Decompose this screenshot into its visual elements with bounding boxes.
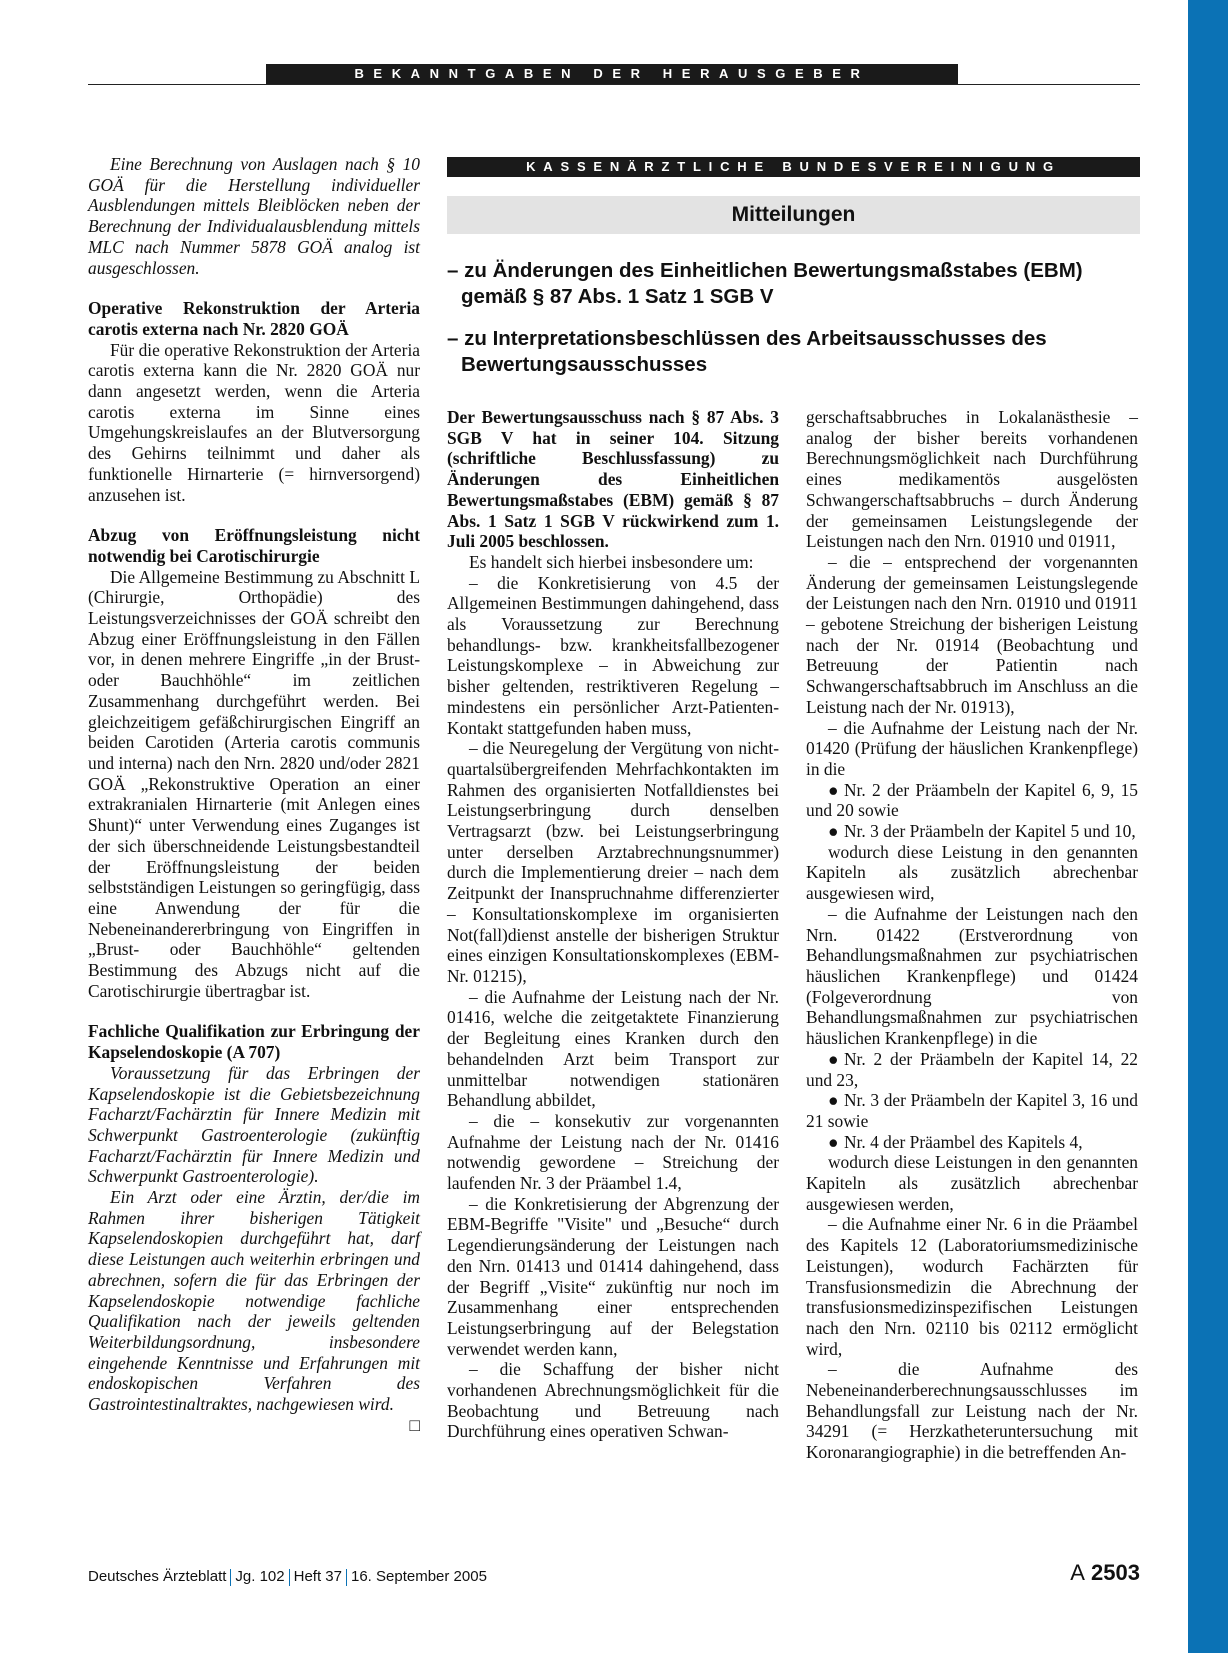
kbv-banner: KASSENÄRZTLICHE BUNDESVEREINIGUNG — [447, 157, 1140, 177]
page-prefix: A — [1070, 1560, 1085, 1585]
section-text-eroeffnung: Die Allgemeine Bestimmung zu Abschnitt L (Chirurgie, Orthopädie) des Leistungsverzeichnisses der GOÄ schreibt den Abzug einer Eröffnungsleistung in den Fällen vor, in denen mehrere Eingriffe „in der Brust- oder Bauchhöhle“ im zeitlichen Zusammenhang durchgeführt werden. Bei gleichzeitigem gefäßchirurgischen Eingriff an beiden Carotiden (Arteria carotis communis und interna) nach den Nrn. 2820 und/oder 2821 GOÄ „Rekonstruktive Operation an einer extrakranialen Hirnarterie (mit Anlegen eines Shunt)“ unter Verwendung eines Zuganges ist der sich überschneidende Leistungsbestandteil der Eröffnungsleistung der beiden selbstständigen Leistungen so geringfügig, dass eine Anwendung der für die Nebeneinandererbringung von Eingriffen in „Brust- oder Bauchhöhle“ geltenden Bestimmung des Abzugs nicht auf die Carotischirurgie übertragbar ist. — [88, 566, 420, 1001]
mitteilungen-title: Mitteilungen — [447, 196, 1140, 234]
mid-paragraph-6: – die Konkretisierung der Abgrenzung der EBM-Begriffe "Visite" und „Besuche“ durch Legendierungsänderung der Leistungen nach den Nrn. 01413 und 01414 dahingehend, dass der Begriff „Visite“ zukünftig nur noch im Zusammenhang einer entsprechenden Leistungserbringung auf der Belegstation verwendet werden kann, — [447, 1193, 779, 1359]
side-color-bar — [1188, 0, 1228, 1653]
bullet-item-5: ● Nr. 4 der Präambel des Kapitels 4, — [828, 1131, 1083, 1152]
page-number-value: 2503 — [1091, 1560, 1140, 1585]
page-number — [1070, 1560, 1140, 1586]
footer-issue: Heft 37 — [293, 1568, 342, 1585]
lead-paragraph: Der Bewertungsausschuss nach § 87 Abs. 3 SGB V hat in seiner 104. Sitzung (schriftliche Beschlussfassung) zu Änderungen des Einheitlichen Bewertungsmaßstabes (EBM) gemäß § 87 Abs. 1 Satz 1 SGB V rückwirkend zum 1. Juli 2005 beschlossen. — [447, 407, 779, 552]
bullet-item-2: ● Nr. 3 der Präambeln der Kapitel 5 und 10, — [828, 821, 1136, 842]
mid-paragraph-1: Es handelt sich hierbei insbesondere um: — [469, 551, 754, 572]
bullet-icon: ● — [828, 1131, 839, 1152]
mid-paragraph-7: – die Schaffung der bisher nicht vorhandenen Abrechnungsmöglichkeit für die Beobachtung und Betreuung nach Durchführung eines operativen Schwan- — [447, 1359, 779, 1442]
kbv-heading-interpretation: – zu Interpretationsbeschlüssen des Arbeitsausschusses des Bewertungsausschusses — [447, 327, 1047, 376]
bullet-item-4: ● Nr. 3 der Präambeln der Kapitel 3, 16 und 21 sowie — [806, 1090, 1138, 1131]
mid-paragraph-3: – die Neuregelung der Vergütung von nicht-quartalsübergreifenden Mehrfachkontakten im Rahmen des organisierten Notfalldienstes bei Leistungserbringung durch denselben Vertragsarzt (bzw. bei Leistungserbringung unter derselben Arztabrechnungsnummer) durch die Implementierung dreier – nach dem Zeitpunkt der Inanspruchnahme differenzierter – Konsultationskomplexe im organisierten Not(fall)dienst anstelle der bisherigen Struktur eines einzigen Konsultationskomplexes (EBM-Nr. 01215), — [447, 738, 779, 986]
bullet-item-3: ● Nr. 2 der Präambeln der Kapitel 14, 22 und 23, — [806, 1048, 1138, 1090]
left-intro: Eine Berechnung von Auslagen nach § 10 GOÄ für die Herstellung individueller Ausblendungen mittels Bleiblöcken neben der Berechnung der Individualausblendung mittels MLC nach Nummer 5878 GOÄ analog ist ausgeschlossen. — [88, 154, 420, 278]
mid-paragraph-5: – die – konsekutiv zur vorgenannten Aufnahme der Leistung nach der Nr. 01416 notwendig gewordene – Streichung der laufenden Nr. 3 der Präambel 1.4, — [447, 1110, 779, 1194]
section-heading-eroeffnung: Abzug von Eröffnungsleistung nicht notwendig bei Carotischirurgie — [88, 525, 420, 566]
right-paragraph-5: wodurch diese Leistungen in den genannten Kapiteln als zusätzlich abrechenbar ausgewiesen werden, — [806, 1152, 1138, 1214]
section-heading-carotis: Operative Rekonstruktion der Arteria carotis externa nach Nr. 2820 GOÄ — [88, 298, 420, 339]
mid-paragraph-4: – die Aufnahme der Leistung nach der Nr. 01416, welche die zeitgetaktete Finanzierung der Begleitung eines Kranken durch den behandelnden Arzt beim Transport zur unmittelbar notwendigen stationären Behandlung abbildet, — [447, 986, 779, 1111]
section-text-kapselendoskopie-2: Ein Arzt oder eine Ärztin, der/die im Rahmen ihrer bisherigen Tätigkeit Kapselendoskopien durchgeführt hat, darf diese Leistungen auch weiterhin erbringen und abrechnen, sofern die für das Erbringen der Kapselendoskopie notwendige fachliche Qualifikation nach der jeweils geltenden Weiterbildungsordnung, insbesondere eingehende Kenntnisse und Erfahrungen mit endoskopischen Verfahren des Gastrointestinaltraktes, nachgewiesen wird. — [88, 1187, 420, 1415]
bullet-icon: ● — [828, 821, 839, 842]
footer-separator — [289, 1569, 290, 1586]
section-heading-kapselendoskopie: Fachliche Qualifikation zur Erbringung der Kapselendoskopie (A 707) — [88, 1021, 420, 1063]
left-column — [88, 154, 420, 1435]
footer-separator — [346, 1569, 347, 1586]
right-column — [806, 407, 1138, 1463]
right-paragraph-6: – die Aufnahme einer Nr. 6 in die Präambel des Kapitels 12 (Laboratoriumsmedizinische Leistungen), wodurch Fachärzten für Transfusionsmedizin die Abrechnung der transfusionsmedizinspezifischen Leistungen nach den Nrn. 02110 bis 02112 ermöglicht wird, — [806, 1214, 1138, 1359]
footer-date: 16. September 2005 — [351, 1568, 487, 1585]
right-paragraph-7: – die Aufnahme des Nebeneinanderberechnungsausschlusses im Behandlungsfall zur Leistung nach der Nr. 34291 (= Herzkatheteruntersuchung mit Koronarangiographie) in die betreffenden An- — [806, 1359, 1138, 1463]
footer-citation — [88, 1568, 487, 1586]
kbv-headings — [447, 258, 1140, 394]
bullet-icon: ● — [828, 779, 839, 800]
right-paragraph-0: gerschaftsabbruches in Lokalanästhesie – analog der bisher bereits vorhandenen Berechnungsmöglichkeit nach Durchführung eines medikamentös ausgelösten Schwangerschaftsabbruchs – durch Änderung der gemeinsamen Leistungslegende der Leistungen nach den Nrn. 01910 und 01911, — [806, 407, 1138, 552]
section-text-kapselendoskopie-1: Voraussetzung für das Erbringen der Kapselendoskopie ist die Gebietsbezeichnung Facharzt/Fachärztin für Innere Medizin mit Schwerpunkt Gastroenterologie (zukünftig Facharzt/Fachärztin für Innere Medizin und Schwerpunkt Gastroenterologie). — [88, 1062, 420, 1187]
footer-volume: Jg. 102 — [235, 1568, 285, 1585]
header-rule — [88, 84, 1140, 85]
end-of-article-box-icon: □ — [409, 1414, 420, 1435]
right-paragraph-4: – die Aufnahme der Leistungen nach den Nrn. 01422 (Erstverordnung von Behandlungsmaßnahmen zur psychiatrischen häuslichen Krankenpflege) und 01424 (Folgeverordnung von Behandlungsmaßnahmen zur psychiatrischen häuslichen Krankenpflege) in die — [806, 903, 1138, 1049]
bullet-icon: ● — [828, 1090, 839, 1111]
right-paragraph-1: – die – entsprechend der vorgenannten Änderung der gemeinsamen Leistungslegende der Leistungen nach den Nrn. 01910 und 01911 – gebotene Streichung der bisherigen Leistung nach der Nr. 01914 (Beobachtung und Betreuung der Patientin nach Schwangerschaftsabbruch im Anschluss an die Leistung nach der Nr. 01913), — [806, 551, 1138, 717]
bullet-item-1: ● Nr. 2 der Präambeln der Kapitel 6, 9, 15 und 20 sowie — [806, 779, 1138, 821]
right-paragraph-3: wodurch diese Leistung in den genannten Kapiteln als zusätzlich abrechenbar ausgewiesen wird, — [806, 841, 1138, 904]
mid-paragraph-2: – die Konkretisierung von 4.5 der Allgemeinen Bestimmungen dahingehend, dass als Voraussetzung zur Berechnung behandlungs- bzw. krankheitsfallbezogener Leistungskomplexe – in Abweichung zur bisher geltenden, restriktiveren Regelung – mindestens ein persönlicher Arzt-Patienten-Kontakt stattgefunden haben muss, — [447, 572, 779, 738]
kbv-heading-ebm: – zu Änderungen des Einheitlichen Bewertungsmaßstabes (EBM) gemäß § 87 Abs. 1 Satz 1 SGB V — [447, 259, 1083, 308]
header-banner: BEKANNTGABEN DER HERAUSGEBER — [266, 64, 958, 84]
section-text-carotis: Für die operative Rekonstruktion der Arteria carotis externa kann die Nr. 2820 GOÄ nur dann angesetzt werden, wenn die Arteria carotis externa im Sinne eines Umgehungskreislaufes an der Blutversorgung des Gehirns teilnimmt und daher als funktionelle Hirnarterie (= hirnversorgend) anzusehen ist. — [88, 339, 420, 505]
bullet-icon: ● — [828, 1048, 839, 1069]
right-paragraph-2: – die Aufnahme der Leistung nach der Nr. 01420 (Prüfung der häuslichen Krankenpflege) in die — [806, 717, 1138, 779]
footer-journal: Deutsches Ärzteblatt — [88, 1568, 227, 1585]
middle-column — [447, 407, 779, 1442]
footer-separator — [230, 1569, 231, 1586]
page-footer — [88, 1560, 1140, 1588]
